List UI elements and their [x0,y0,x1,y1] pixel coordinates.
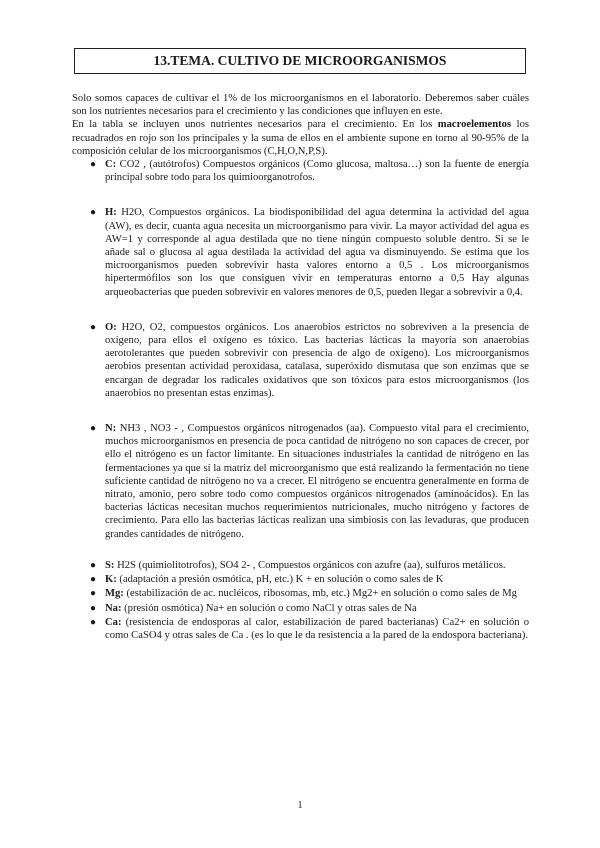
list-item-k [72,573,529,586]
intro-p2-bold: macroelementos [437,119,512,131]
list-item-ca [72,616,529,642]
item-text: (estabilización de ac. nucléicos, ribosomas, mb, etc.) Mg2+ en solución o como sales de Mg [123,588,517,600]
spacer [72,299,529,321]
item-label: N: [105,423,117,435]
item-text: H2S (quimiolitotrofos), SO4 2- , Compuestos orgánicos con azufre (aa), sulfuros metálicos. [114,559,506,571]
item-text: CO2 , (autótrofos) Compuestos orgánicos (Como glucosa, maltosa…) son la fuente de energía principal sobre todo para los quimioorganotrofos. [105,159,529,184]
intro-p2-text-b: los recuadrados en rojo son los principales y la suma de ellos en el ambiente supone en torno al 90-95% de la composición celular de los microorganismos (C,H,O,N,P,S). [72,119,530,157]
item-text: (presión osmótica) Na+ en solución o como NaCl y otras sales de Na [121,602,417,614]
item-text: (resistencia de endosporas al calor, estabilización de pared bacterianas) Ca2+ en solución o como CaSO4 y otras sales de Ca . (es lo que le da resistencia a la pared de la endospora bacteriana). [105,616,529,641]
list-item-na [72,602,529,615]
list-item-n [72,422,529,541]
intro-paragraph-1: Solo somos capaces de cultivar el 1% de los microorganismos en el laboratorio. Deberemos saber cuáles son los nutrientes necesarios para el crecimiento y las condiciones que influyen en este. [72,93,529,118]
list-item-c [72,158,529,184]
item-label: Ca: [105,616,122,628]
bullet-icon: ● [90,588,97,600]
item-label: Mg: [105,588,124,600]
nutrient-list [72,158,529,642]
list-item-s [72,559,529,572]
bullet-icon: ● [90,602,97,614]
bullet-icon: ● [90,574,97,586]
intro-paragraph-2 [72,118,529,158]
page-number: 1 [297,800,303,811]
item-text: NH3 , NO3 - , Compuestos orgánicos nitrogenados (aa). Compuesto vital para el crecimiento, muchos microorganismos en presencia de poca cantidad de nitrógeno no son capaces de crecer, por ello el nitrógeno es un factor limitante. En situaciones industriales la cantidad de nitrógeno en las fermentaciones ya que sí la matriz del microorganismo que está realizando la fermentación no tiene suficiente cantidad de nitrógeno no va a crecer. El nitrógeno se encuentra generalmente en forma de nitrato, amonio, pero sobre todo como compuestos orgánicos nitrogenados (aminoácidos). En las bacterias lácticas necesitan muchos requerimientos nutricionales, mucho nitrógeno y factores de crecimiento. Para ello las bacterias lácticas realizan una simbiosis con las levaduras, que producen grandes cantidades de nitrógeno. [105,423,529,540]
item-label: K: [105,574,117,586]
page-title [74,48,526,74]
spacer [72,184,529,206]
page-title-text: 13.TEMA. CULTIVO DE MICROORGANISMOS [153,53,447,68]
bullet-icon: ● [90,159,97,171]
spacer [72,400,529,422]
bullet-icon: ● [90,616,97,628]
bullet-icon: ● [90,321,97,333]
item-text: H2O, Compuestos orgánicos. La biodisponibilidad del agua determina la actividad del agua (AW), es decir, cuanta agua necesita un microorganismo para vivir. La mayor actividad del agua es AW=1 y corresponde al agua destilada que no tiene ningún compuesto soluble dentro. Si se le añade sal o glucosa al agua destilada la actividad del agua va disminuyendo. Se estima que los microorganismos pueden sobrevivir hasta valores entorno a 0,5 . Los microorganismos hipertermófilos son los que consiguen vivir en temperaturas entorno a 0,5 Hay algunas arqueobacterias que pueden sobrevivir en valores menores de 0,5, pueden llegar a sobrevivir a 0,4. [105,207,529,298]
item-label: Na: [105,602,122,614]
item-label: H: [105,207,117,219]
bullet-icon: ● [90,559,97,571]
item-label: S: [105,559,115,571]
spacer [72,541,529,559]
list-item-mg [72,587,529,600]
item-text: H2O, O2, compuestos orgánicos. Los anaerobios estrictos no sobreviven a la presencia de oxígeno, para ellos el oxígeno es tóxico. Las bacterias lácticas la mayoría son anaerobias aerotolerantes que pueden sobrevivir con presencia de algo de oxígeno). Los microorganismos aerobios presentan actividad peroxidasa, catalasa, superóxido dismutasa que son enzimas que se encargan de degradar los radicales oxidativos que son tóxicos para estos microorganismos (los anaerobios no presentan estas enzimas). [105,321,529,399]
bullet-icon: ● [90,207,97,219]
intro-p2-text-a: En la tabla se incluyen unos nutrientes necesarios para el crecimiento. En los [72,119,438,131]
item-label: O: [105,321,117,333]
list-item-h [72,206,529,298]
item-text: (adaptación a presión osmótica, pH, etc.) K + en solución o como sales de K [116,574,444,586]
document-body [72,92,529,642]
list-item-o [72,321,529,400]
bullet-icon: ● [90,423,97,435]
item-label: C: [105,159,117,171]
